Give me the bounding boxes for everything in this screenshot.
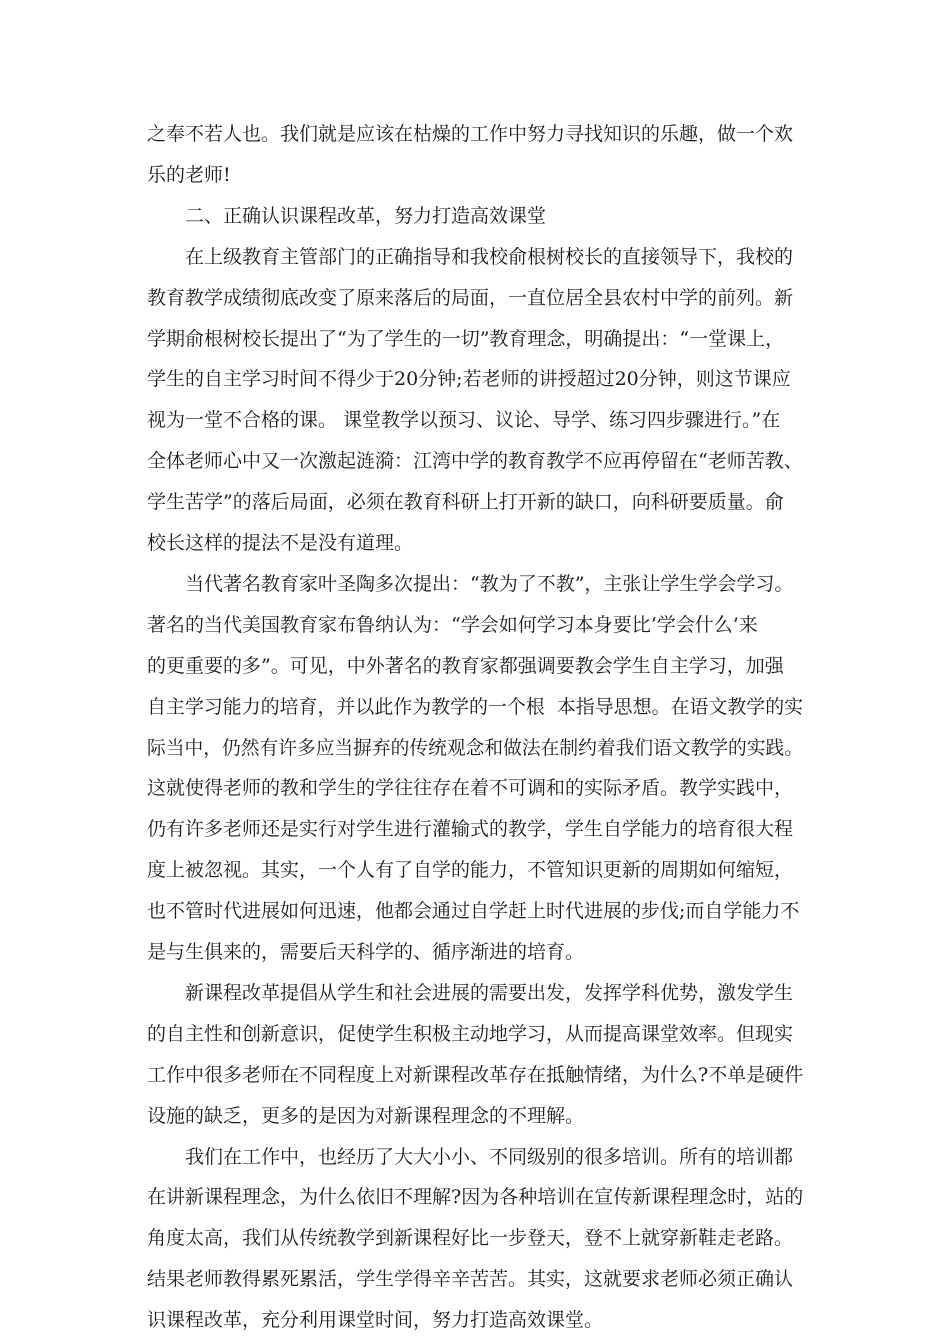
text-line: 二、正确认识课程改革，努力打造高效课堂 [147, 205, 547, 227]
text-line: 之奉不若人也。我们就是应该在枯燥的工作中努力寻找知识的乐趣，做一个欢 [147, 123, 794, 145]
text-line: 仍有许多老师还是实行对学生进行灌输式的教学，学生自学能力的培育很大程 [147, 818, 794, 840]
text-line: 视为一堂不合格的课。 课堂教学以预习、议论、导学、练习四步骤进行。”在 [147, 409, 781, 431]
text-line: 学生苦学”的落后局面，必须在教育科研上打开新的缺口，向科研要质量。俞 [147, 491, 784, 513]
text-line: 自主学习能力的培育，并以此作为教学的一个根 本指导思想。在语文教学的实 [147, 696, 804, 718]
text-line: 结果老师教得累死累活，学生学得辛辛苦苦。其实，这就要求老师必须正确认 [147, 1268, 794, 1290]
text-line: 当代著名教育家叶圣陶多次提出：“教为了不教”，主张让学生学会学习。 [147, 573, 794, 595]
text-line: 著名的当代美国教育家布鲁纳认为：“学会如何学习本身要比‘学会什么’来 [147, 614, 758, 636]
text-line: 在上级教育主管部门的正确指导和我校俞根树校长的直接领导下，我校的 [147, 246, 794, 268]
text-line: 设施的缺乏，更多的是因为对新课程理念的不理解。 [147, 1105, 585, 1127]
text-line: 的自主性和创新意识，促使学生积极主动地学习，从而提高课堂效率。但现实 [147, 1023, 794, 1045]
text-line: 新课程改革提倡从学生和社会进展的需要出发，发挥学科优势，激发学生 [147, 982, 794, 1004]
text-line: 角度太高，我们从传统教学到新课程好比一步登天，登不上就穿新鞋走老路。 [147, 1227, 794, 1249]
text-line: 工作中很多老师在不同程度上对新课程改革存在抵触情绪，为什么?不单是硬件 [147, 1064, 804, 1086]
text-line: 的更重要的多”。可见，中外著名的教育家都强调要教会学生自主学习，加强 [147, 655, 784, 677]
text-line: 这就使得老师的教和学生的学往往存在着不可调和的实际矛盾。教学实践中， [147, 777, 794, 799]
text-line: 也不管时代进展如何迅速，他都会通过自学赶上时代进展的步伐;而自学能力不 [147, 900, 800, 922]
text-line: 全体老师心中又一次激起涟漪：江湾中学的教育教学不应再停留在“老师苦教、 [147, 450, 803, 472]
text-line: 度上被忽视。其实，一个人有了自学的能力，不管知识更新的周期如何缩短， [147, 859, 794, 881]
text-line: 在讲新课程理念，为什么依旧不理解?因为各种培训在宣传新课程理念时，站的 [147, 1186, 804, 1208]
text-line: 是与生俱来的，需要后天科学的、循序渐进的培育。 [147, 941, 585, 963]
text-line: 学生的自主学习时间不得少于20分钟;若老师的讲授超过20分钟，则这节课应 [147, 368, 791, 390]
text-line: 乐的老师! [147, 164, 231, 186]
text-line: 教育教学成绩彻底改变了原来落后的局面，一直位居全县农村中学的前列。新 [147, 287, 794, 309]
text-line: 识课程改革，充分利用课堂时间，努力打造高效课堂。 [147, 1309, 604, 1331]
text-line: 际当中，仍然有许多应当摒弃的传统观念和做法在制约着我们语文教学的实践。 [147, 737, 804, 759]
text-line: 校长这样的提法不是没有道理。 [147, 532, 414, 554]
text-line: 学期俞根树校长提出了“为了学生的一切”教育理念，明确提出：“一堂课上， [147, 328, 785, 350]
text-line: 我们在工作中，也经历了大大小小、不同级别的很多培训。所有的培训都 [147, 1146, 794, 1168]
